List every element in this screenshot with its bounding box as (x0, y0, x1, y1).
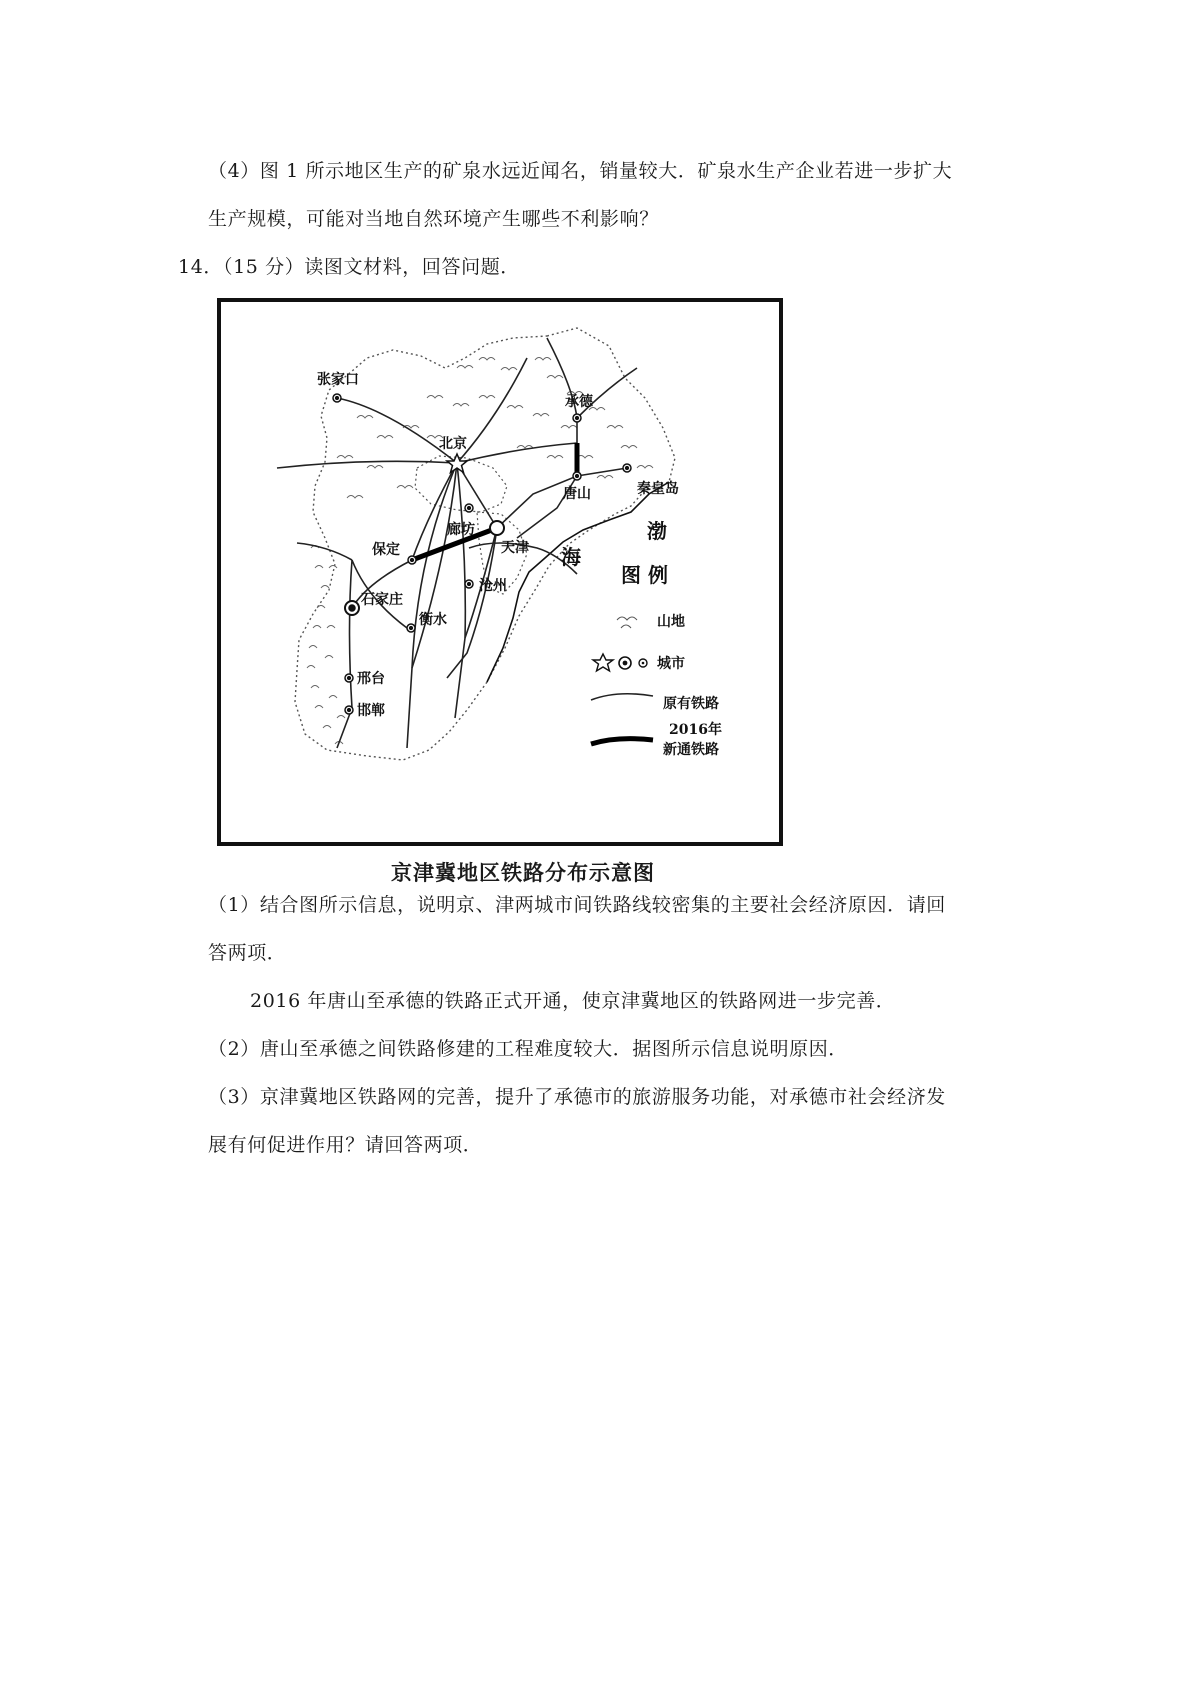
sub-question-1-line-2: 答两项． (208, 942, 287, 964)
label-cangzhou: 沧州 (479, 578, 507, 594)
legend-new-railway-year: 2016年 (669, 722, 722, 738)
railway-map (217, 298, 783, 846)
sub-question-3-line-1: （3）京津冀地区铁路网的完善，提升了承德市的旅游服务功能，对承德市社会经济发 (208, 1086, 946, 1108)
question-4-line-1: （4）图 1 所示地区生产的矿泉水远近闻名，销量较大．矿泉水生产企业若进一步扩大 (208, 160, 953, 182)
map-border (219, 300, 781, 844)
legend-city: 城市 (657, 656, 685, 672)
question-4-line-2: 生产规模，可能对当地自然环境产生哪些不利影响？ (208, 208, 659, 230)
label-sea-hai: 海 (561, 545, 581, 569)
legend-old-railway: 原有铁路 (663, 696, 719, 712)
sub-question-2: （2）唐山至承德之间铁路修建的工程难度较大．据图所示信息说明原因． (208, 1038, 848, 1060)
label-chengde: 承德 (565, 394, 593, 410)
material-text: 2016 年唐山至承德的铁路正式开通，使京津冀地区的铁路网进一步完善． (250, 990, 896, 1012)
label-beijing: 北京 (439, 436, 467, 452)
legend-title: 图 例 (621, 563, 668, 587)
sub-question-3-line-2: 展有何促进作用？请回答两项． (208, 1134, 483, 1156)
question-14-header: 14．（15 分）读图文材料，回答问题． (178, 256, 520, 278)
railway-map-figure (217, 298, 783, 846)
label-sea-bo: 渤 (647, 519, 667, 543)
label-qinhuangdao: 秦皇岛 (637, 481, 679, 497)
label-hengshui: 衡水 (419, 612, 447, 628)
label-baoding: 保定 (372, 542, 400, 558)
label-tangshan: 唐山 (563, 486, 591, 502)
label-shijiazhuang: 石家庄 (361, 592, 403, 608)
legend-new-railway-text: 新通铁路 (663, 742, 719, 758)
label-zhangjiakou: 张家口 (317, 372, 359, 388)
label-tianjin: 天津 (501, 540, 529, 556)
label-handan: 邯郸 (357, 703, 385, 719)
label-xingtai: 邢台 (357, 671, 385, 687)
map-caption: 京津冀地区铁路分布示意图 (391, 861, 655, 885)
label-langfang: 廊坊 (447, 522, 475, 538)
legend-mountain: 山地 (657, 614, 685, 630)
sub-question-1-line-1: （1）结合图所示信息，说明京、津两城市间铁路线较密集的主要社会经济原因．请回 (208, 894, 946, 916)
